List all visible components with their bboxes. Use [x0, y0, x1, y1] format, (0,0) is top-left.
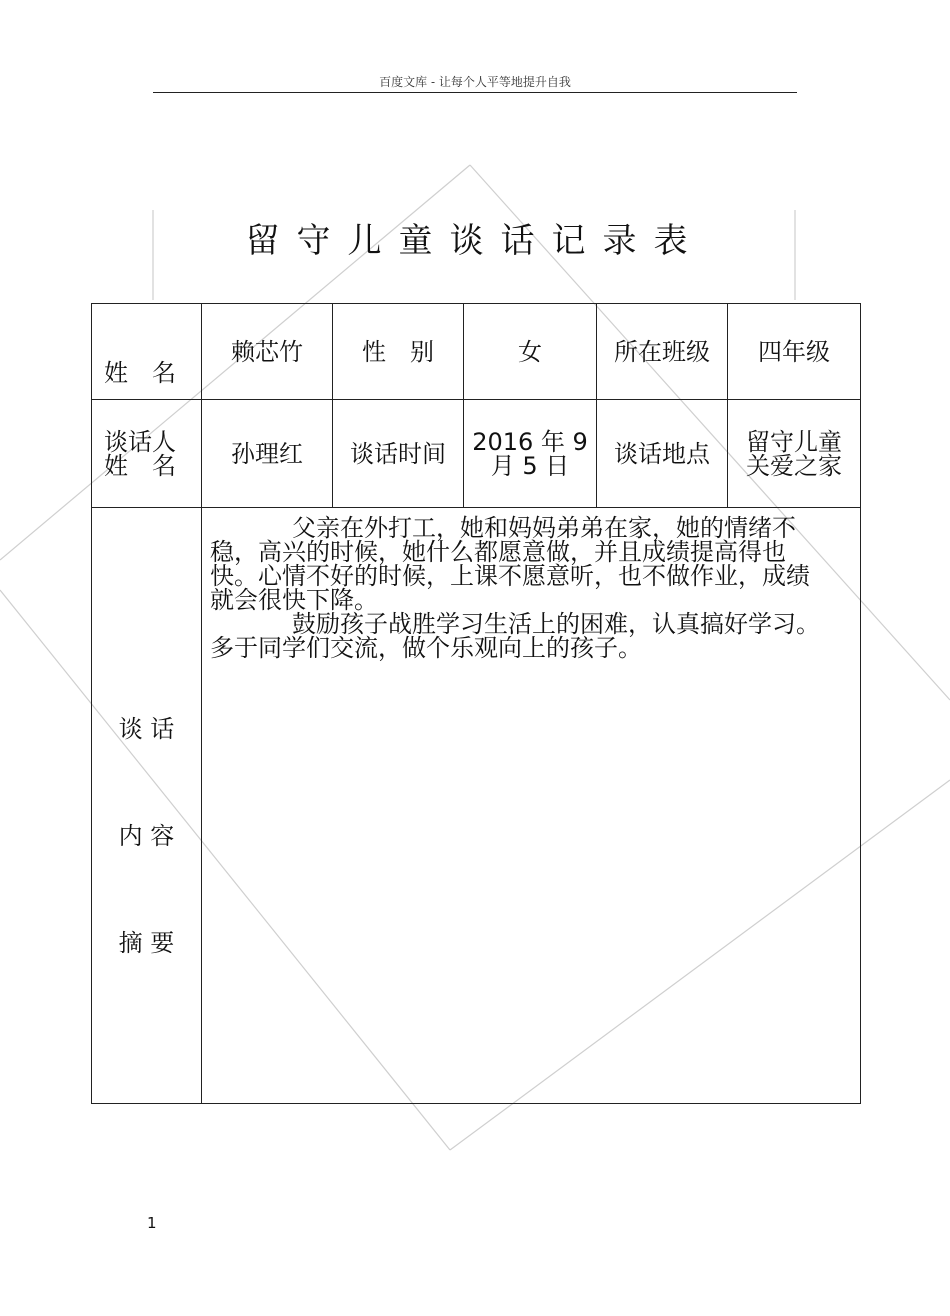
place-value-line2: 关爱之家 — [746, 451, 842, 480]
summary-content — [202, 508, 861, 1104]
document-title: 留守儿童谈话记录表 — [245, 221, 705, 261]
time-value — [464, 400, 597, 508]
summary-label-line1: 谈 话 — [118, 715, 175, 743]
summary-label — [92, 508, 202, 1104]
table-row — [92, 508, 861, 1104]
gender-value: 女 — [464, 304, 597, 400]
header-rule — [153, 92, 797, 93]
talker-value: 孙理红 — [202, 400, 333, 508]
gender-label: 性 别 — [333, 304, 464, 400]
summary-label-line3: 摘 要 — [118, 929, 175, 957]
summary-paragraph: 父亲在外打工，她和妈妈弟弟在家，她的情绪不稳，高兴的时候，她什么都愿意做，并且成绩提高得也快。心情不好的时候，上课不愿意听，也不做作业，成绩就会很快下降。 — [210, 514, 810, 614]
time-value-line1: 2016 年 9 — [472, 427, 588, 456]
place-value-line1: 留守儿童 — [746, 427, 842, 456]
summary-paragraph: 鼓励孩子战胜学习生活上的困难，认真搞好学习。多于同学们交流，做个乐观向上的孩子。 — [210, 610, 820, 662]
talker-label — [92, 400, 202, 508]
time-value-line2: 月 5 日 — [490, 451, 570, 480]
table-row — [92, 304, 861, 400]
talker-label-line2: 姓 名 — [104, 451, 176, 480]
time-label: 谈话时间 — [333, 400, 464, 508]
place-value — [728, 400, 861, 508]
place-label: 谈话地点 — [597, 400, 728, 508]
record-table — [91, 303, 860, 1082]
class-label: 所在班级 — [597, 304, 728, 400]
name-label: 姓 名 — [92, 304, 202, 400]
page-number: 1 — [147, 1214, 157, 1232]
class-value: 四年级 — [728, 304, 861, 400]
name-value: 赖芯竹 — [202, 304, 333, 400]
talker-label-line1: 谈话人 — [104, 427, 176, 456]
page-header: 百度文库 - 让每个人平等地提升自我 — [379, 75, 571, 89]
table-row — [92, 400, 861, 508]
summary-label-line2: 内 容 — [118, 822, 175, 850]
